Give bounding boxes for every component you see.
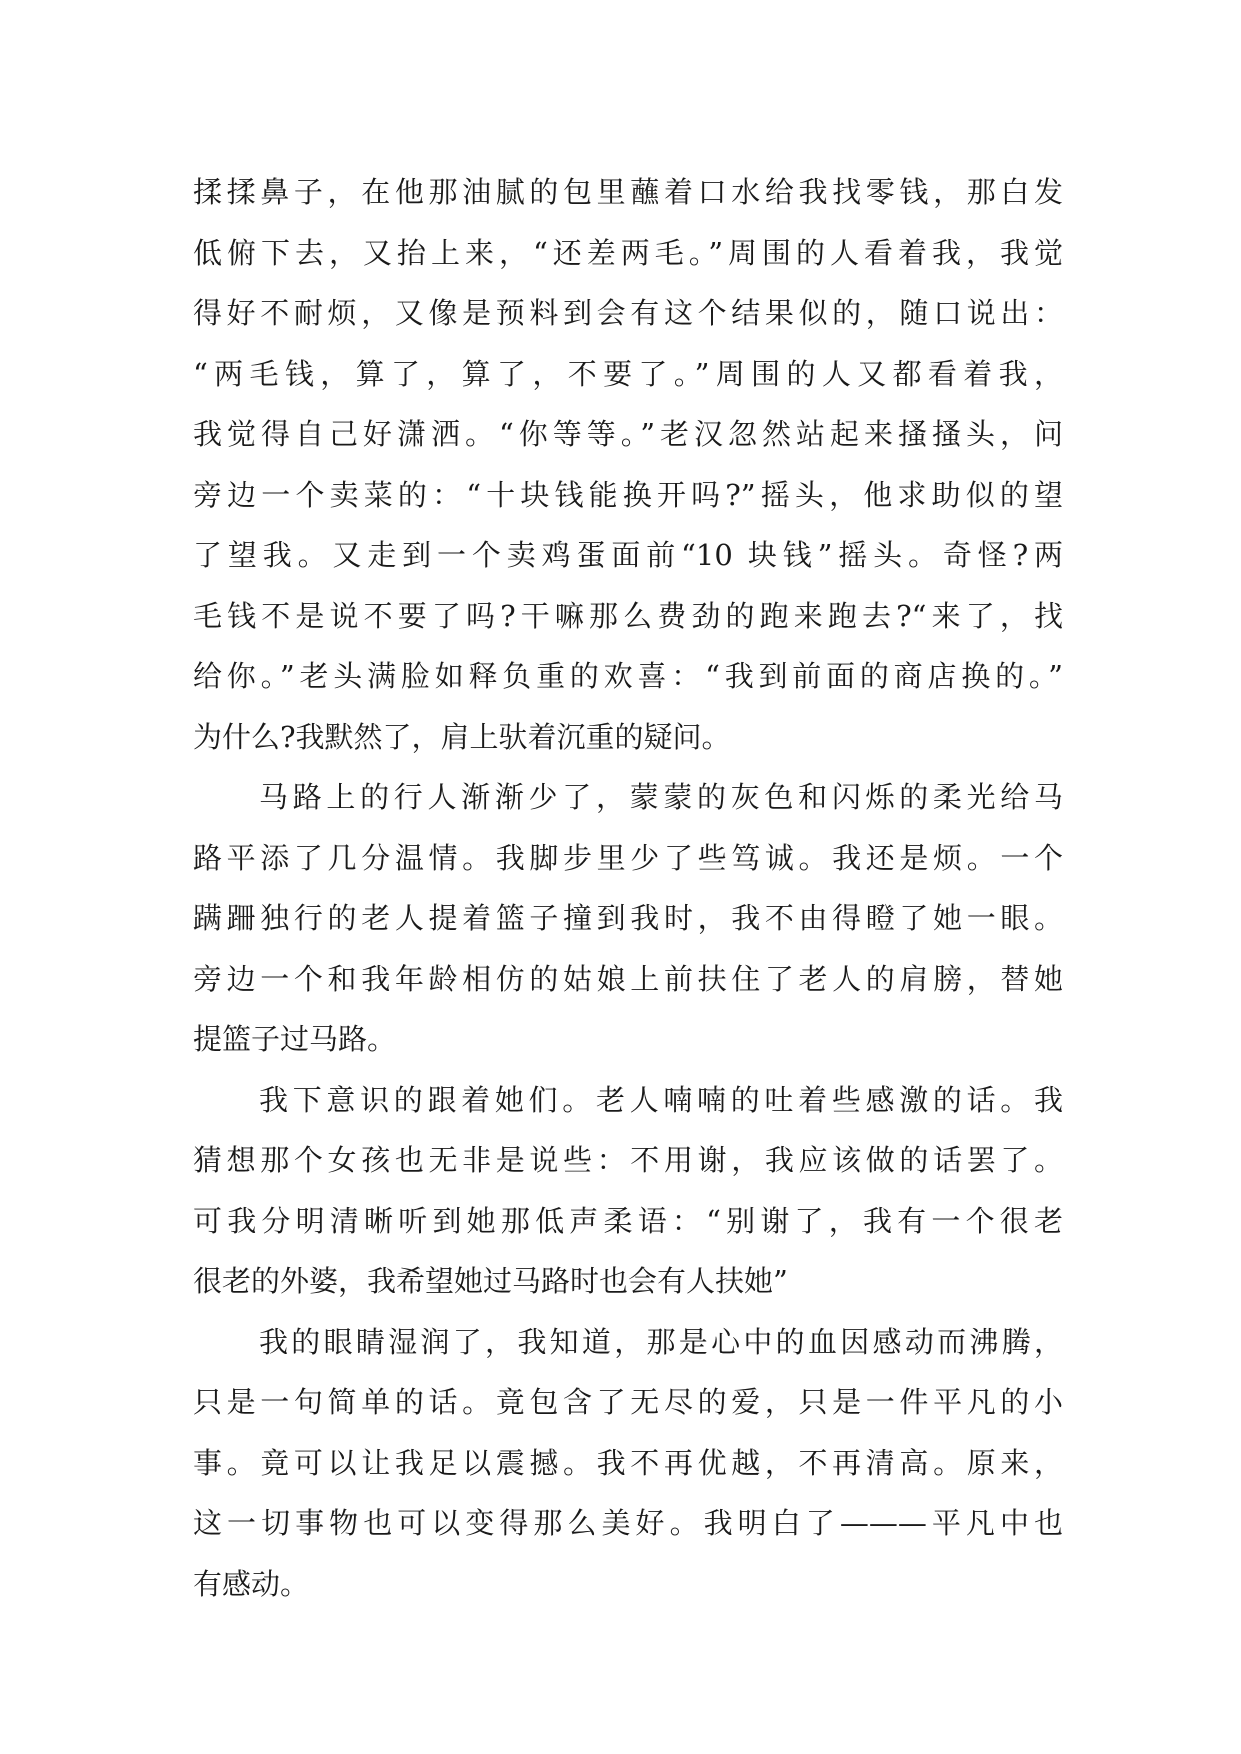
text-line: 毛钱不是说不要了吗?干嘛那么费劲的跑来跑去?“来了，找	[193, 598, 1063, 633]
text-line: 旁边一个卖菜的：“十块钱能换开吗?”摇头，他求助似的望	[193, 477, 1063, 512]
text-line: 得好不耐烦，又像是预料到会有这个结果似的，随口说出：	[193, 296, 1063, 330]
text-line: 这一切事物也可以变得那么美好。我明白了———平凡中也	[193, 1506, 1063, 1540]
text-line: 猜想那个女孩也无非是说些：不用谢，我应该做的话罢了。	[193, 1143, 1063, 1177]
text-line: 很老的外婆，我希望她过马路时也会有人扶她”	[193, 1264, 788, 1298]
text-line: 了望我。又走到一个卖鸡蛋面前“10 块钱”摇头。奇怪?两	[193, 538, 1063, 572]
text-line: 揉揉鼻子，在他那油腻的包里蘸着口水给我找零钱，那白发	[193, 175, 1063, 209]
text-line: 给你。”老头满脸如释负重的欢喜：“我到前面的商店换的。”	[193, 659, 1063, 693]
text-line: 蹒跚独行的老人提着篮子撞到我时，我不由得瞪了她一眼。	[193, 901, 1063, 935]
text-line: 为什么?我默然了，肩上驮着沉重的疑问。	[193, 719, 731, 754]
text-line: 提篮子过马路。	[193, 1022, 397, 1056]
text-line: 低俯下去，又抬上来，“还差两毛。”周围的人看着我，我觉	[193, 235, 1063, 270]
text-line: 事。竟可以让我足以震撼。我不再优越，不再清高。原来，	[193, 1445, 1063, 1480]
text-line: 只是一句简单的话。竟包含了无尽的爱，只是一件平凡的小	[193, 1385, 1063, 1419]
text-line: “两毛钱，算了，算了，不要了。”周围的人又都看着我，	[193, 356, 1063, 391]
text-line: 旁边一个和我年龄相仿的姑娘上前扶住了老人的肩膀，替她	[193, 961, 1063, 996]
text-line: 路平添了几分温情。我脚步里少了些笃诚。我还是烦。一个	[193, 840, 1063, 875]
text-line: 我的眼睛湿润了，我知道，那是心中的血因感动而沸腾，	[259, 1324, 1063, 1359]
text-line: 马路上的行人渐渐少了，蒙蒙的灰色和闪烁的柔光给马	[259, 780, 1063, 814]
text-line: 我觉得自己好潇洒。“你等等。”老汉忽然站起来搔搔头，问	[193, 417, 1063, 451]
text-line: 可我分明清晰听到她那低声柔语：“别谢了，我有一个很老	[193, 1203, 1063, 1238]
body-text	[193, 162, 1063, 1614]
text-line: 我下意识的跟着她们。老人喃喃的吐着些感激的话。我	[259, 1082, 1063, 1117]
text-line: 有感动。	[193, 1566, 310, 1601]
